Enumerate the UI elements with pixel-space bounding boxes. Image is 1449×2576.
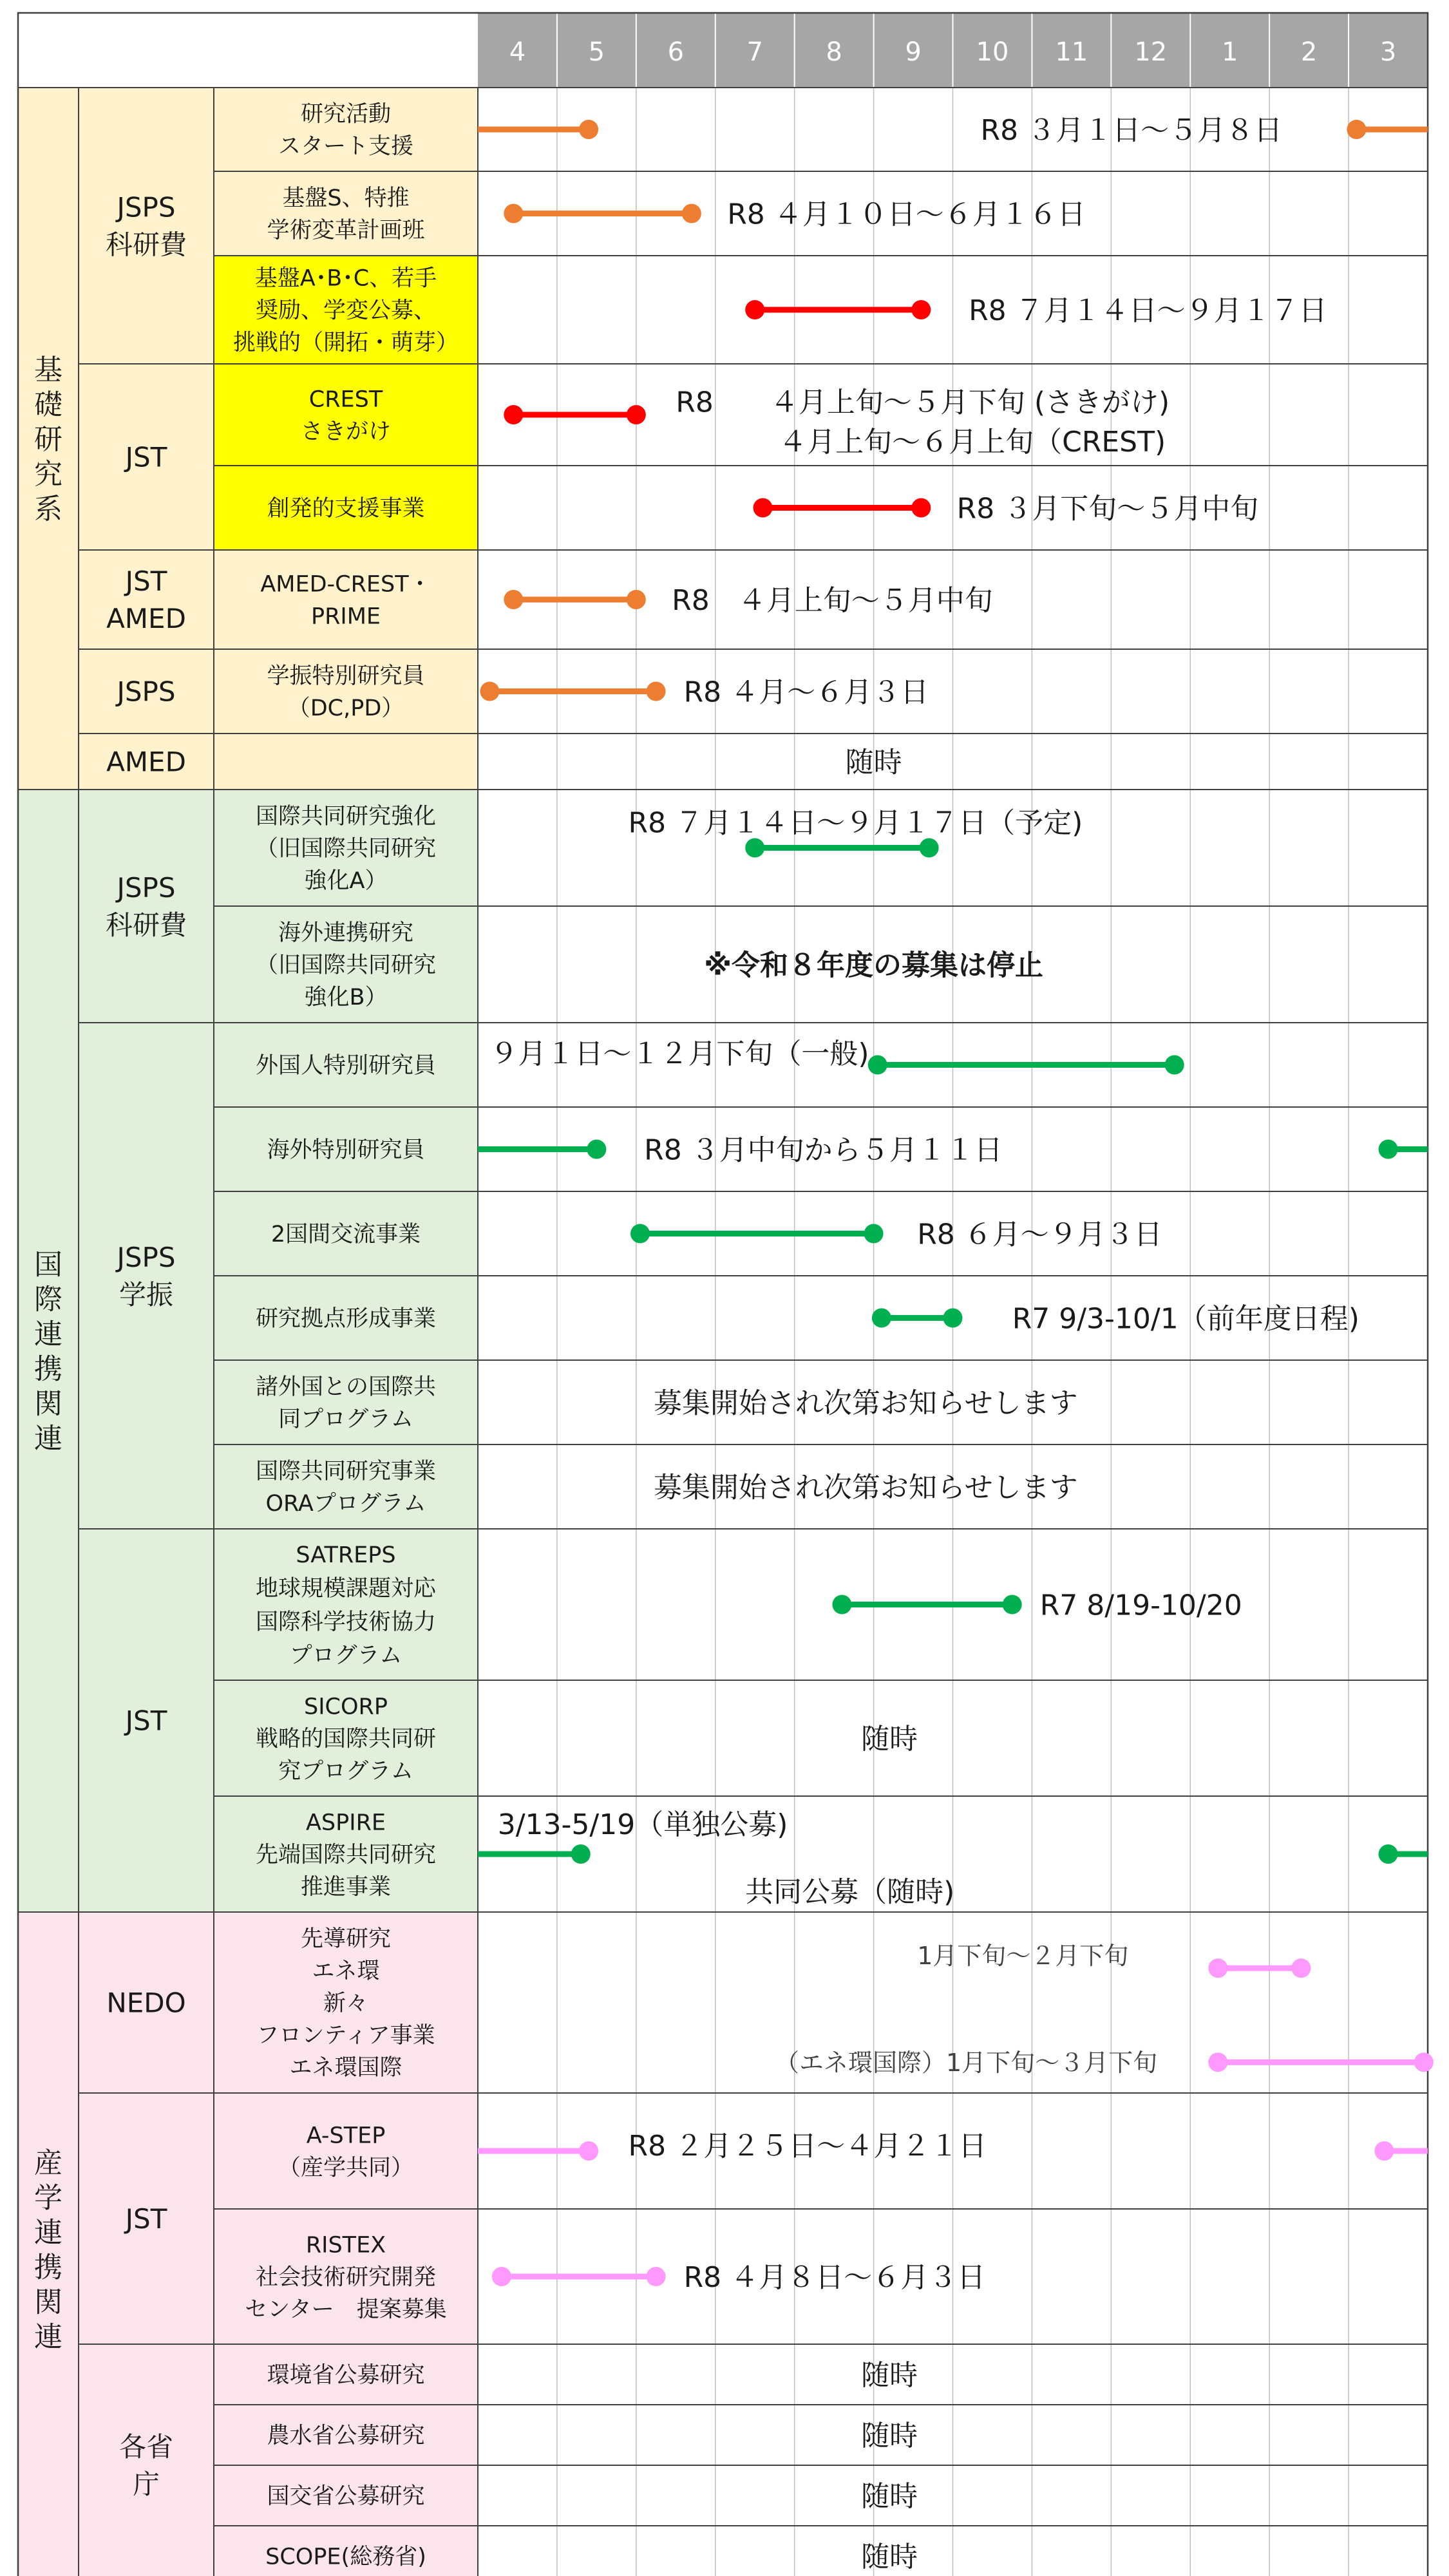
schedule-annotation: R8 ３月１日～５月８日 xyxy=(980,113,1283,147)
schedule-bar-start-dot xyxy=(1208,2052,1227,2072)
schedule-annotation: R8 ４月８日～６月３日 xyxy=(683,2260,986,2294)
schedule-bar-start-dot xyxy=(1379,1140,1398,1159)
schedule-bar-end-dot xyxy=(647,682,666,701)
agency-label: JST AMED xyxy=(106,565,186,635)
agency-label: JSPS 学振 xyxy=(117,1242,176,1311)
program-name: A-STEP （産学共同） xyxy=(278,2123,414,2181)
schedule-bar xyxy=(504,405,646,424)
schedule-bar-end-dot xyxy=(647,2267,666,2286)
schedule-bar-end-dot xyxy=(1291,1958,1311,1978)
month-label: 9 xyxy=(905,37,922,67)
schedule-bar-start-dot xyxy=(868,1056,887,1075)
schedule-bar-start-dot xyxy=(630,1224,650,1244)
program-cell xyxy=(214,734,478,790)
month-label: 10 xyxy=(976,37,1009,67)
program-name: 基盤S、特推学術変革計画班 xyxy=(267,185,425,244)
schedule-bar xyxy=(1208,2052,1434,2072)
month-label: 12 xyxy=(1134,37,1168,67)
schedule-annotation: 随時 xyxy=(861,2358,918,2392)
category-label: 基礎研究系 xyxy=(34,353,62,526)
schedule-annotation: R7 9/3-10/1（前年度日程) xyxy=(1012,1302,1359,1336)
schedule-annotation: R8 ７月１４日～９月１７日（予定) xyxy=(628,806,1083,840)
schedule-annotation: R8 ４月～６月３日 xyxy=(683,676,929,709)
schedule-bar xyxy=(1374,2141,1428,2161)
program-name: 研究活動スタート支援 xyxy=(278,101,414,160)
program-cell xyxy=(214,550,478,649)
schedule-annotation: 随時 xyxy=(861,2419,918,2452)
schedule-bar-start-dot xyxy=(1379,1844,1398,1864)
program-name: 農水省公募研究 xyxy=(267,2423,425,2449)
agency-label: JSPS xyxy=(117,676,176,708)
schedule-bar-start-dot xyxy=(1208,1958,1227,1978)
schedule-annotation: R7 8/19-10/20 xyxy=(1039,1589,1242,1622)
schedule-bar xyxy=(478,1140,606,1159)
agency-label: AMED xyxy=(106,746,186,778)
agency-cell xyxy=(79,1023,214,1529)
schedule-annotation: R8 ４月上旬～５月下旬 (さきがけ) xyxy=(676,386,1170,419)
schedule-bar xyxy=(1347,120,1428,139)
schedule-annotation: 募集開始され次第お知らせします xyxy=(653,1387,1078,1420)
schedule-bar-end-dot xyxy=(571,1844,591,1864)
schedule-bar xyxy=(492,2267,666,2286)
schedule-bar xyxy=(832,1595,1021,1615)
schedule-bar-start-dot xyxy=(745,838,764,858)
month-label: 8 xyxy=(826,37,842,67)
schedule-bar-start-dot xyxy=(872,1309,891,1328)
schedule-bar-end-dot xyxy=(627,405,646,424)
agency-label: JST xyxy=(125,1705,167,1737)
schedule-bar xyxy=(1379,1140,1428,1159)
agency-label: JSPS 科研費 xyxy=(105,191,187,261)
schedule-bar-start-dot xyxy=(753,498,773,518)
program-name: 基盤A･B･C、若手奨励、学変公募、挑戦的（開拓・萌芽） xyxy=(232,265,459,356)
category-label: 国際連携関連 xyxy=(34,1248,62,1455)
schedule-bar-start-dot xyxy=(504,590,523,609)
month-label: 3 xyxy=(1379,37,1397,67)
program-name: 諸外国との国際共同プログラム xyxy=(255,1374,437,1433)
schedule-bar-end-dot xyxy=(1165,1056,1184,1075)
program-name: 外国人特別研究員 xyxy=(255,1053,437,1079)
program-name: RISTEX 社会技術研究開発センター 提案募集 xyxy=(245,2232,447,2323)
schedule-annotation: 随時 xyxy=(861,1722,918,1756)
schedule-annotation: 随時 xyxy=(861,2479,918,2513)
schedule-annotation: 随時 xyxy=(861,2540,918,2573)
program-name: 研究拠点形成事業 xyxy=(255,1306,437,1332)
schedule-bar xyxy=(868,1056,1184,1075)
schedule-bar-start-dot xyxy=(504,204,523,223)
program-name: 創発的支援事業 xyxy=(267,496,425,522)
schedule-bar-end-dot xyxy=(911,498,931,518)
program-name: AMED-CREST・ PRIME xyxy=(260,571,431,630)
schedule-annotation: R8 ３月下旬～５月中旬 xyxy=(956,492,1259,526)
program-cell xyxy=(214,2093,478,2209)
schedule-bar xyxy=(480,682,665,701)
schedule-bar xyxy=(478,1844,591,1864)
month-label: 4 xyxy=(509,37,526,67)
schedule-annotation: 共同公募（随時) xyxy=(745,1875,955,1909)
agency-label: NEDO xyxy=(106,1987,186,2019)
schedule-annotation: ４月上旬～６月上旬（CREST) xyxy=(779,425,1166,459)
schedule-bar-end-dot xyxy=(864,1224,884,1244)
schedule-annotation: R8 ７月１４日～９月１７日 xyxy=(969,294,1327,327)
agency-label: JST xyxy=(125,441,167,473)
schedule-bar-end-dot xyxy=(943,1309,963,1328)
program-name: SATREPS 地球規模課題対応国際科学技術協力プログラム xyxy=(255,1542,437,1669)
program-name: 国交省公募研究 xyxy=(267,2483,425,2510)
schedule-bar-end-dot xyxy=(579,120,598,139)
schedule-bar-start-dot xyxy=(832,1595,851,1615)
schedule-annotation: 1月下旬～２月下旬 xyxy=(917,1942,1129,1971)
schedule-bar xyxy=(753,498,931,518)
schedule-bar-end-dot xyxy=(1003,1595,1022,1615)
schedule-bar xyxy=(504,204,701,223)
schedule-bar-start-dot xyxy=(745,300,764,319)
agency-label: JSPS 科研費 xyxy=(105,872,187,942)
schedule-bar-start-dot xyxy=(492,2267,511,2286)
schedule-annotation: （エネ環国際）1月下旬～３月下旬 xyxy=(774,2048,1158,2077)
schedule-annotation: R8 ２月２５日～４月２１日 xyxy=(628,2129,987,2163)
schedule-bar-end-dot xyxy=(682,204,701,223)
schedule-annotation: R8 ３月中旬から５月１１日 xyxy=(644,1133,1003,1167)
program-cell xyxy=(214,364,478,466)
schedule-bar-start-dot xyxy=(504,405,523,424)
agency-label: JST xyxy=(125,2203,167,2235)
header-corner-cell xyxy=(18,13,478,88)
category-cell xyxy=(18,790,79,1912)
program-name: 学振特別研究員（DC,PD） xyxy=(267,663,425,722)
month-label: 11 xyxy=(1055,37,1088,67)
category-label: 産学連携関連 xyxy=(34,2146,62,2354)
month-label: 6 xyxy=(667,37,685,67)
schedule-bar xyxy=(745,300,931,319)
month-label: 1 xyxy=(1221,37,1238,67)
schedule-bar xyxy=(478,120,598,139)
program-name: SCOPE(総務省) xyxy=(265,2544,426,2570)
month-label: 7 xyxy=(746,37,763,67)
schedule-annotation: 3/13-5/19（単独公募) xyxy=(497,1808,788,1842)
program-name: 国際共同研究強化（旧国際共同研究強化A） xyxy=(255,804,437,895)
schedule-bar xyxy=(1379,1844,1428,1864)
program-name: 先導研究エネ環新々フロンティア事業エネ環国際 xyxy=(256,1926,435,2081)
program-name: 環境省公募研究 xyxy=(267,2362,425,2389)
schedule-bar-start-dot xyxy=(1374,2141,1394,2161)
schedule-bar xyxy=(630,1224,884,1244)
schedule-annotation: ※令和８年度の募集は停止 xyxy=(704,949,1043,982)
schedule-annotation: 募集開始され次第お知らせします xyxy=(653,1471,1078,1504)
schedule-bar-end-dot xyxy=(627,590,646,609)
schedule-annotation: R8 ４月１０日～６月１６日 xyxy=(727,198,1086,231)
program-name: 海外特別研究員 xyxy=(267,1137,425,1164)
schedule-bar-end-dot xyxy=(587,1140,606,1159)
schedule-bar xyxy=(872,1309,963,1328)
schedule-bar-start-dot xyxy=(1347,120,1366,139)
program-name: CREST さきがけ xyxy=(300,386,392,445)
program-name: SICORP 戦略的国際共同研究プログラム xyxy=(255,1694,437,1785)
agency-cell xyxy=(79,790,214,1023)
schedule-bar xyxy=(478,2141,598,2161)
schedule-annotation: R8 ６月～９月３日 xyxy=(917,1218,1162,1251)
program-name: ASPIRE 先端国際共同研究推進事業 xyxy=(255,1810,437,1900)
program-name: 国際共同研究事業 ORAプログラム xyxy=(255,1459,437,1517)
schedule-bar xyxy=(504,590,646,609)
month-label: 5 xyxy=(588,37,605,67)
schedule-bar-end-dot xyxy=(1414,2052,1434,2072)
program-name: 海外連携研究（旧国際共同研究強化B） xyxy=(255,920,437,1011)
schedule-annotation: R8 ４月上旬～５月中旬 xyxy=(672,583,993,617)
schedule-annotation: 随時 xyxy=(845,746,902,779)
schedule-bar-end-dot xyxy=(920,838,939,858)
schedule-bar xyxy=(745,838,938,858)
schedule-annotation: ９月１日～１２月下旬（一般) xyxy=(489,1037,869,1070)
agency-label: 各省庁 xyxy=(118,2431,174,2501)
schedule-bar xyxy=(1208,1958,1311,1978)
program-name: 2国間交流事業 xyxy=(270,1222,421,1248)
month-label: 2 xyxy=(1300,37,1318,67)
schedule-bar-start-dot xyxy=(480,682,499,701)
schedule-bar-end-dot xyxy=(911,300,931,319)
agency-cell xyxy=(79,88,214,364)
schedule-bar-end-dot xyxy=(579,2141,598,2161)
